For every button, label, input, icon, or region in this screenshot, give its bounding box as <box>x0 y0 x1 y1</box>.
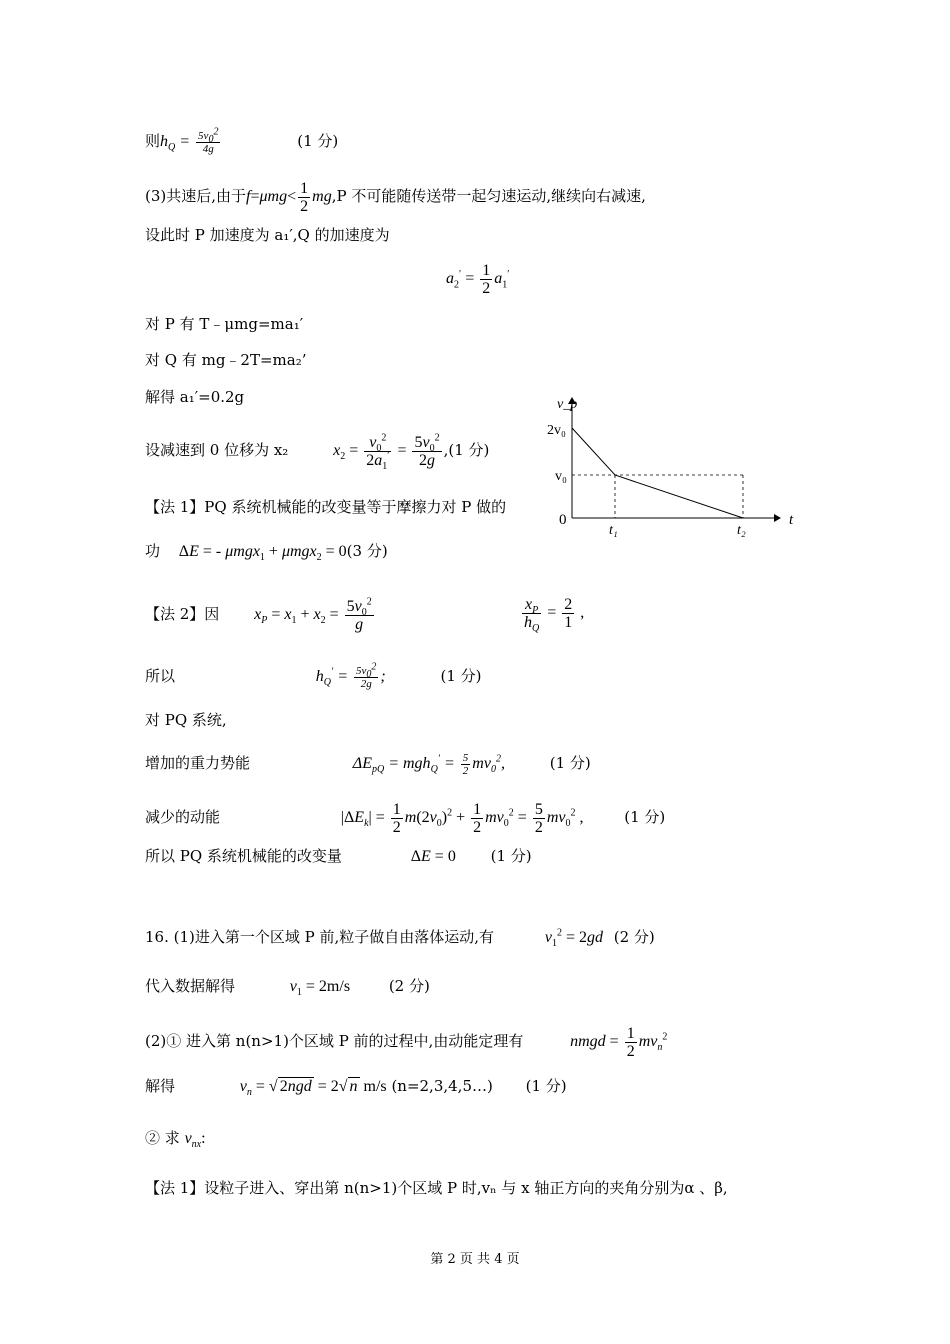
line-method2 <box>145 598 376 633</box>
eq-dE: ΔE = 0 <box>410 848 456 865</box>
text: 所以 PQ 系统机械能的改变量 <box>145 847 342 865</box>
text: (2)① 进入第 n(n>1)个区域 P 前的过程中,由动能定理有 <box>145 1032 524 1051</box>
x-tick-t1: t₁ <box>609 523 618 538</box>
eq-hq: $h_Q$ = $\frac{5v_0^2}{4g}$ <box>160 126 219 155</box>
line-3 <box>145 180 646 215</box>
line-dEp <box>145 752 591 777</box>
score: (1 分) <box>440 667 482 686</box>
score: (1 分) <box>624 808 666 827</box>
line-16-vn <box>145 1076 567 1097</box>
line-16-vnx <box>145 1128 206 1149</box>
eq-cond: f=μmg< $\frac{1}{2}$ mg <box>246 180 332 215</box>
score: (3 分) <box>346 542 388 560</box>
score: (1 分) <box>525 1077 567 1095</box>
text: 所以 <box>145 667 176 686</box>
score: ,(1 分) <box>443 441 490 460</box>
line-16-method1: 【法 1】设粒子进入、穿出第 n(n>1)个区域 P 时,vₙ 与 x 轴正方向的夹角分别为α 、β, <box>145 1179 728 1197</box>
eq-ratio: $\frac{x_P}{h_Q}$ = $\frac{2}{1}$ , <box>524 596 585 635</box>
line-dE <box>145 846 532 867</box>
score: (2 分) <box>613 928 655 946</box>
line-x2 <box>145 432 490 473</box>
line-q-eq: 对 Q 有 mg﹣2T=ma₂’ <box>145 351 307 369</box>
page-footer: 第 2 页 共 4 页 <box>430 1252 520 1267</box>
line-pq-system: 对 PQ 系统, <box>145 711 227 729</box>
line-16-1 <box>145 927 655 948</box>
eq-dEp: $\Delta E_{pQ} = mgh_Q'$ = $\frac{5}{2}$ $mv_0^2$, <box>352 752 505 777</box>
line-16-2 <box>145 1025 667 1060</box>
score: (2 分) <box>388 977 430 995</box>
line-hq-prime <box>145 661 482 690</box>
x-tick-t2: t₂ <box>737 523 746 538</box>
text: 【法 2】因 <box>145 605 220 624</box>
line-solve-a1: 解得 a₁′=0.2g <box>145 388 245 406</box>
eq-v1sq: $v_1^2 = 2gd$ <box>544 927 603 950</box>
score: (1 分) <box>297 132 339 151</box>
text: 增加的重力势能 <box>145 754 251 773</box>
x-axis-label: t <box>789 512 794 528</box>
eq-vn: $v_n$ = √ 2ngd = 2√ n m/s <box>239 1078 387 1099</box>
text: 设减速到 0 位移为 x₂ <box>145 441 289 460</box>
line-dEk <box>145 801 665 836</box>
text: 减少的动能 <box>145 808 221 827</box>
eq-a2: $a_2'$ = $\frac{1}{2}$ $a_1'$ <box>446 262 510 297</box>
line-hq <box>145 126 339 155</box>
eq-vnx: $v_{nx}$: <box>184 1130 206 1151</box>
score: (1 分) <box>490 847 532 865</box>
text: ,P 不可能随传送带一起匀速运动,继续向右减速, <box>331 187 646 206</box>
line-p-eq: 对 P 有 T﹣μmg=ma₁′ <box>145 315 304 333</box>
eq-x2: $x_2$ = $\frac{v_0^2}{2a_1'}$ = $\frac{5v_0^2}{2g}$ <box>333 432 440 473</box>
eq-energy: nmgd = $\frac{1}{2}$ $mv_n^2$ <box>570 1025 668 1060</box>
y-tick-v0: v₀ <box>555 469 567 484</box>
velocity-line <box>572 428 743 518</box>
eq-xP: $x_P = x_1 + x_2$ = $\frac{5v_0^2}{g}$ <box>254 596 372 633</box>
text: 功 <box>145 542 161 560</box>
eq-v1: $v_1 = 2m/s$ <box>289 978 351 999</box>
origin-label: 0 <box>559 512 567 528</box>
vt-graph <box>545 390 805 540</box>
line-work <box>145 541 388 562</box>
line-accel: 设此时 P 加速度为 a₁′,Q 的加速度为 <box>145 226 390 244</box>
text: (n=2,3,4,5…) <box>391 1077 493 1095</box>
line-16-v1 <box>145 976 430 997</box>
y-axis-label: v_p <box>557 397 578 412</box>
text: 16. (1)进入第一个区域 P 前,粒子做自由落体运动,有 <box>145 928 495 946</box>
text: 则 <box>145 132 161 151</box>
y-tick-2v0: 2v₀ <box>547 423 566 438</box>
score: (1 分) <box>549 754 591 773</box>
eq-dEk: $|\Delta E_k|$ = $\frac{1}{2}$ $m(2v_0)^2$ + $\frac{1}{2}$ $mv_0^2$ = $\frac{5}{2}$ $mv_0^2$ , <box>340 801 584 836</box>
text: ② 求 <box>145 1129 180 1147</box>
eq-dE1: ΔE = - μmgx$_1$ + μmgx$_2$ = 0 <box>178 543 347 564</box>
text: (3)共速后,由于 <box>145 187 247 206</box>
line-method1: 【法 1】PQ 系统机械能的改变量等于摩擦力对 P 做的 <box>145 498 507 516</box>
text: 解得 <box>145 1077 176 1095</box>
eq-hqp: $h_Q'$ = $\frac{5v_0^2}{2g}$ ; <box>315 661 386 690</box>
text: 代入数据解得 <box>145 977 236 995</box>
